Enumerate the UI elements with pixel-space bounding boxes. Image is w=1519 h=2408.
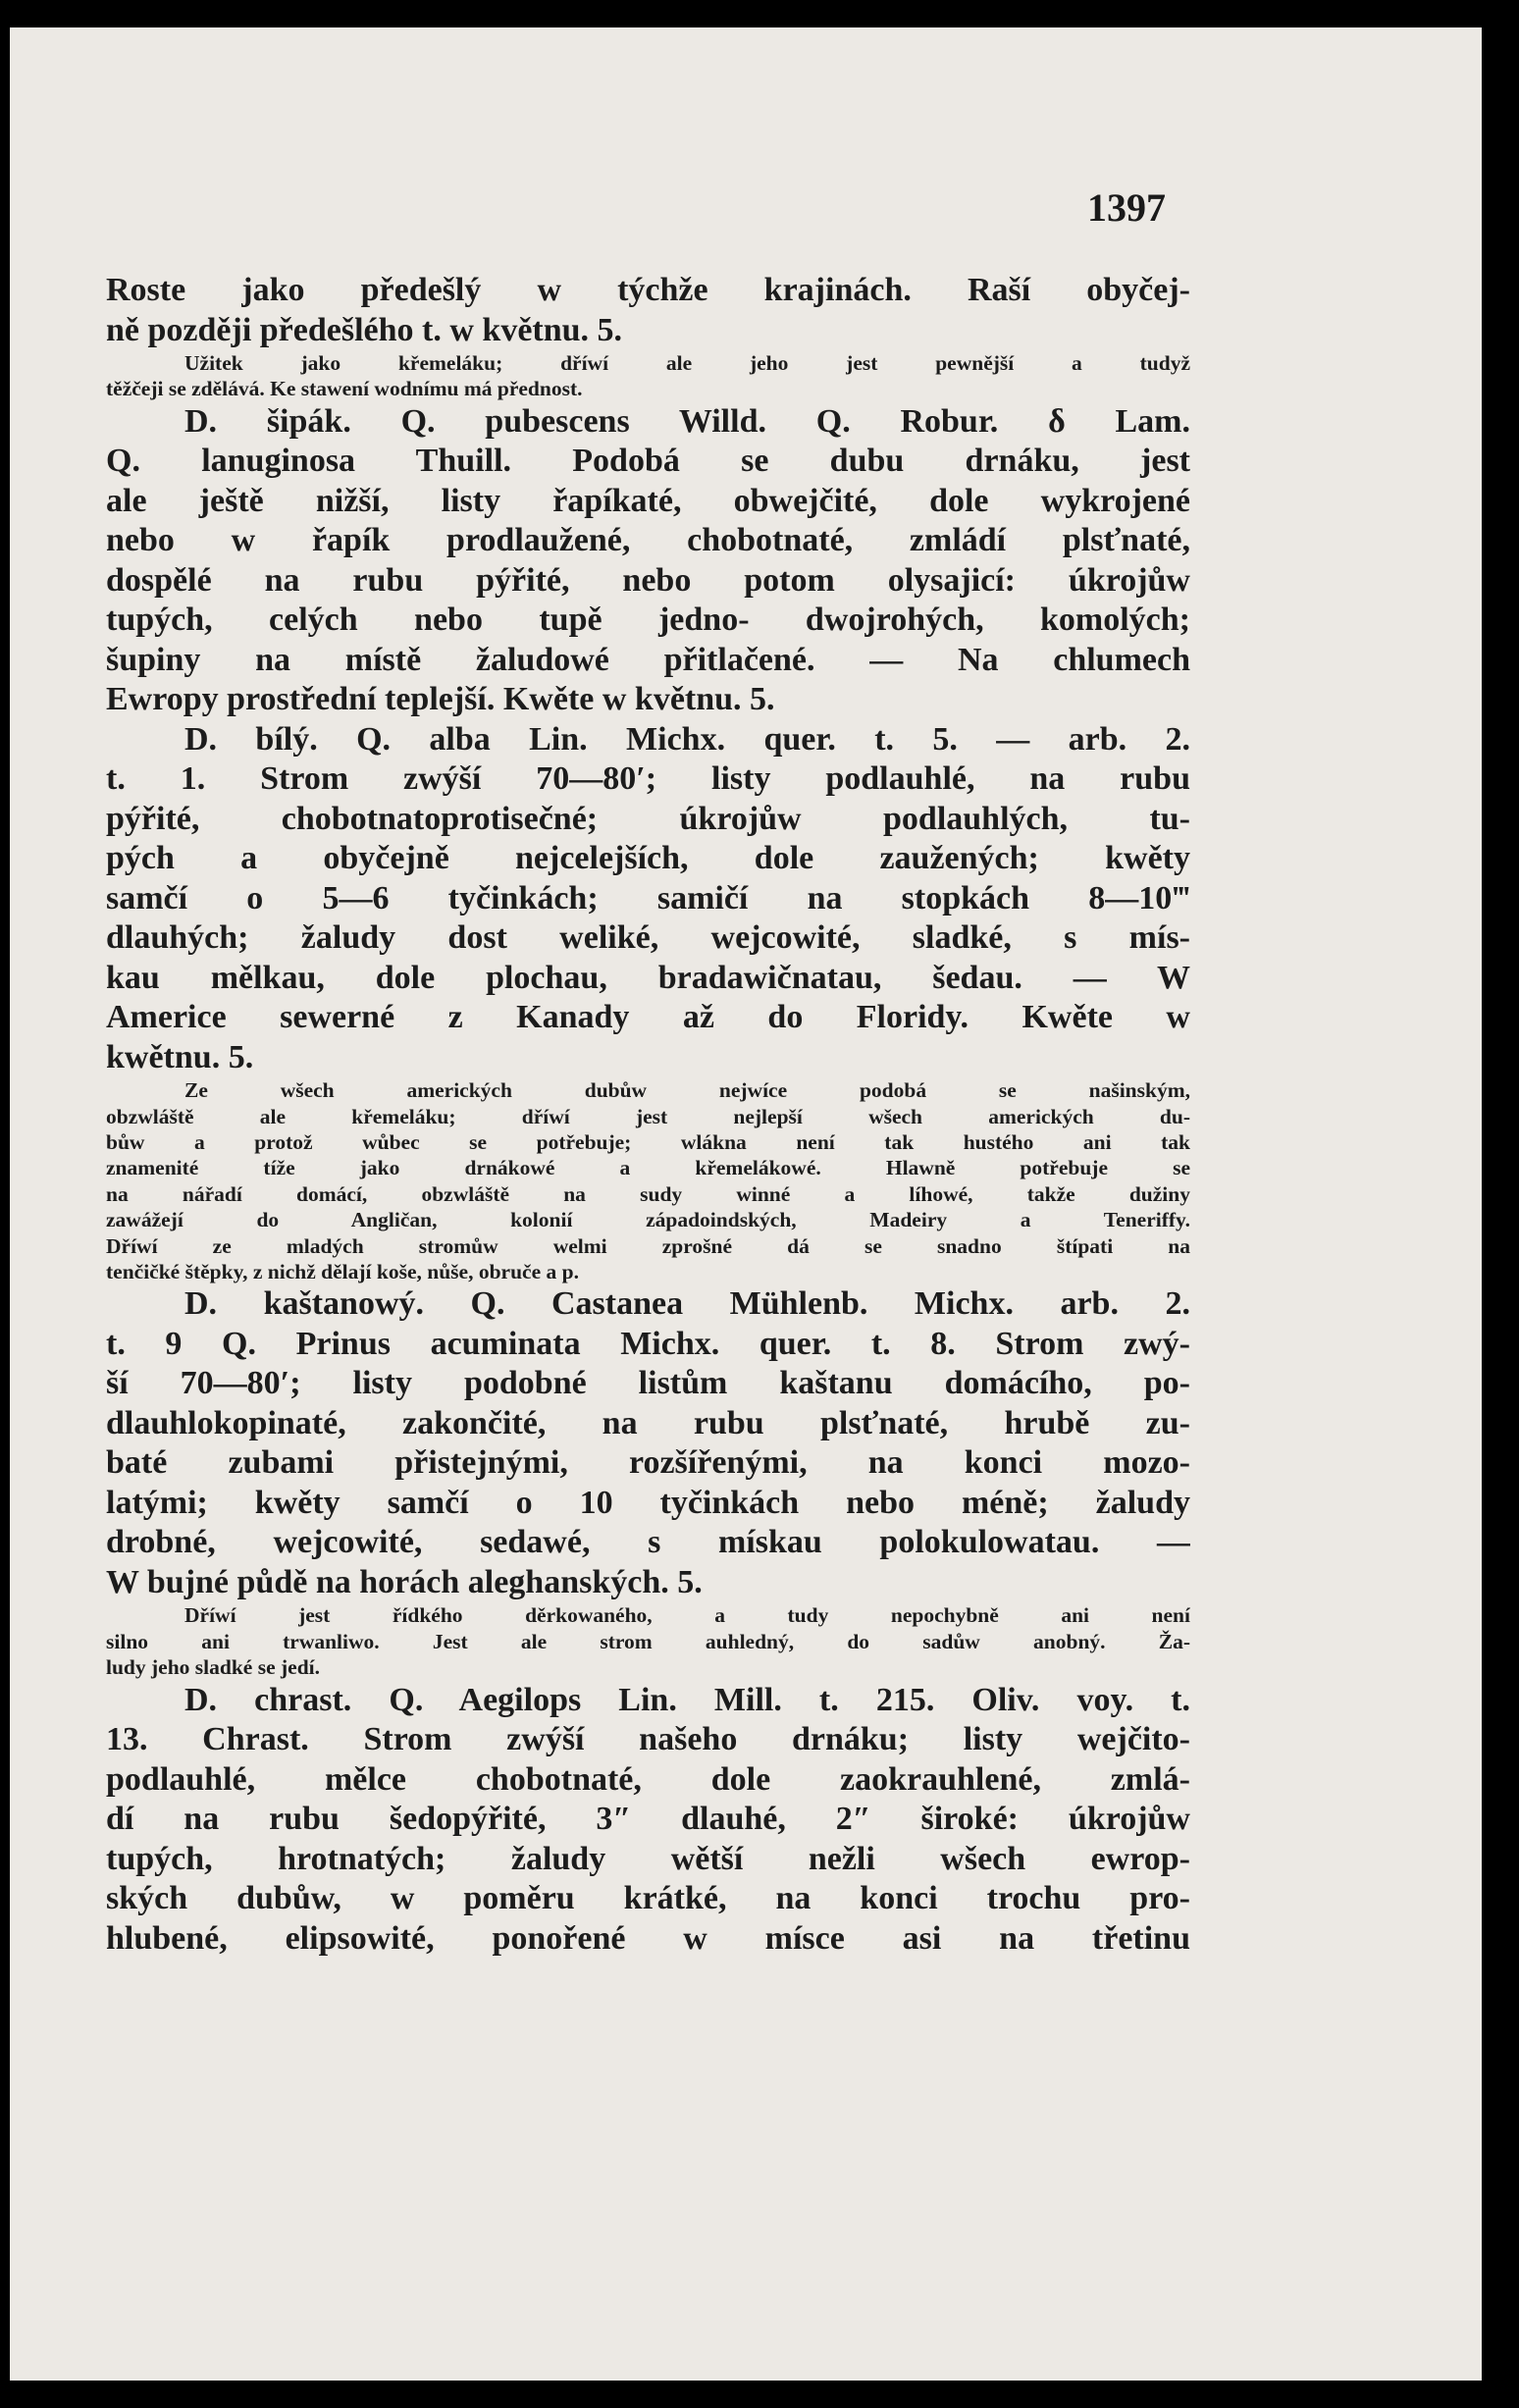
text-line: znamenité tíže jako drnákowé a křemelákowé. Hlawně potřebuje se xyxy=(106,1156,1190,1180)
text-line: šupiny na místě žaludowé přitlačené. — Na chlumech xyxy=(106,641,1190,678)
text-line: Roste jako předešlý w týchže krajinách. Raší obyčej- xyxy=(106,272,1190,308)
text-line: Dříwí jest řídkého děrkowaného, a tudy nepochybně ani není xyxy=(184,1603,1190,1628)
text-line: kau mělkau, dole plochau, bradawičnatau, šedau. — W xyxy=(106,959,1190,996)
page-number: 1397 xyxy=(1087,185,1166,230)
text-line: pých a obyčejně nejcelejších, dole zaužených; kwěty xyxy=(106,840,1190,877)
text-line: pýřité, chobotnatoprotisečné; úkrojůw podlauhlých, tu- xyxy=(106,800,1190,837)
text-line: D. bílý. Q. alba Lin. Michx. quer. t. 5. — arb. 2. xyxy=(184,720,1190,758)
text-line: W bujné půdě na horách aleghanských. 5. xyxy=(106,1563,703,1600)
text-line: hlubené, elipsowité, ponořené w mísce asi na třetinu xyxy=(106,1919,1190,1957)
text-line: ší 70—80′; listy podobné listům kaštanu domácího, po- xyxy=(106,1365,1190,1402)
text-line: Q. lanuginosa Thuill. Podobá se dubu drnáku, jest xyxy=(106,443,1190,480)
text-line: drobné, wejcowité, sedawé, s mískau polokulowatau. — xyxy=(106,1524,1190,1561)
text-line: ských dubůw, w poměru krátké, na konci trochu pro- xyxy=(106,1880,1190,1917)
text-line: D. kaštanowý. Q. Castanea Mühlenb. Michx. arb. 2. xyxy=(184,1285,1190,1323)
text-line: silno ani trwanliwo. Jest ale strom auhledný, do sadůw anobný. Ža- xyxy=(106,1629,1190,1653)
page-text xyxy=(106,271,1190,1959)
text-line: Ze wšech amerických dubůw nejwíce podobá se našinským, xyxy=(184,1078,1190,1103)
text-line: podlauhlé, mělce chobotnaté, dole zaokrauhlené, zmlá- xyxy=(106,1760,1190,1798)
text-line: dlauhých; žaludy dost weliké, wejcowité, sladké, s mís- xyxy=(106,919,1190,957)
text-line: obzwláště ale křemeláku; dříwí jest nejlepší wšech amerických du- xyxy=(106,1104,1190,1128)
text-line: samčí o 5—6 tyčinkách; samičí na stopkách 8—10‴ xyxy=(106,879,1190,916)
text-line: Ewropy prostřední teplejší. Kwěte w květnu. 5. xyxy=(106,681,775,718)
text-line: baté zubami přistejnými, rozšířenými, na konci mozo- xyxy=(106,1444,1190,1482)
text-line: ně později předešlého t. w květnu. 5. xyxy=(106,311,623,348)
book-page xyxy=(10,27,1482,2381)
text-line: tenčičké štěpky, z nichž dělají koše, nůše, obruče a p. xyxy=(106,1260,579,1284)
text-line: ludy jeho sladké se jedí. xyxy=(106,1655,321,1680)
scan-border xyxy=(1482,0,1519,2408)
text-line: 13. Chrast. Strom zwýší našeho drnáku; listy wejčito- xyxy=(106,1721,1190,1758)
text-line: ale ještě nižší, listy řapíkaté, obwejčité, dole wykrojené xyxy=(106,482,1190,519)
text-line: Dříwí ze mladých stromůw welmi zprošné dá se snadno štípati na xyxy=(106,1233,1190,1258)
text-line: t. 1. Strom zwýší 70—80′; listy podlauhlé, na rubu xyxy=(106,760,1190,798)
text-line: D. šipák. Q. pubescens Willd. Q. Robur. δ Lam. xyxy=(184,402,1190,440)
text-line: dí na rubu šedopýřité, 3″ dlauhé, 2″ široké: úkrojůw xyxy=(106,1801,1190,1838)
text-line: latými; kwěty samčí o 10 tyčinkách nebo méně; žaludy xyxy=(106,1484,1190,1521)
text-line: zawážejí do Angličan, kolonií západoindských, Madeiry a Teneriffy. xyxy=(106,1208,1190,1232)
text-line: dlauhlokopinaté, zakončité, na rubu plsťnaté, hrubě zu- xyxy=(106,1404,1190,1441)
text-line: nebo w řapík prodlaužené, chobotnaté, zmládí plsťnaté, xyxy=(106,522,1190,559)
text-line: kwětnu. 5. xyxy=(106,1038,254,1075)
text-line: dospělé na rubu pýřité, nebo potom olysajicí: úkrojůw xyxy=(106,561,1190,599)
text-line: D. chrast. Q. Aegilops Lin. Mill. t. 215. Oliv. voy. t. xyxy=(184,1681,1190,1718)
text-line: tupých, hrotnatých; žaludy wětší nežli wšech ewrop- xyxy=(106,1840,1190,1877)
text-line: Americe sewerné z Kanady až do Floridy. Kwěte w xyxy=(106,999,1190,1036)
text-line: bůw a protož wůbec se potřebuje; wlákna není tak hustého ani tak xyxy=(106,1130,1190,1155)
text-line: na nářadí domácí, obzwláště na sudy winné a líhowé, takže dužiny xyxy=(106,1181,1190,1206)
text-line: Užitek jako křemeláku; dříwí ale jeho jest pewnější a tudyž xyxy=(184,351,1190,375)
text-line: tupých, celých nebo tupě jedno- dwojrohých, komolých; xyxy=(106,602,1190,639)
text-line: těžčeji se zdělává. Ke stawení wodnímu má přednost. xyxy=(106,377,583,401)
text-line: t. 9 Q. Prinus acuminata Michx. quer. t. 8. Strom zwý- xyxy=(106,1325,1190,1362)
